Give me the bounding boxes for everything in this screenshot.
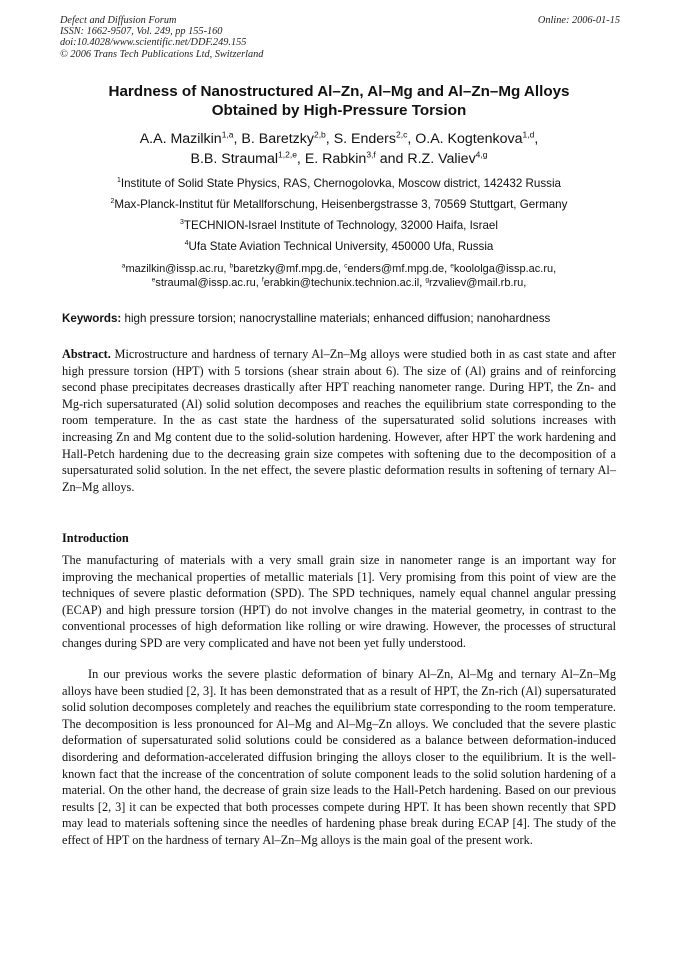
journal-doi[interactable]: doi:10.4028/www.scientific.net/DDF.249.155 (60, 37, 247, 49)
email-link[interactable]: rzvaliev@mail.rb.ru (428, 277, 524, 289)
email-separator: , (553, 263, 557, 275)
email-separator: , (255, 277, 262, 289)
introduction-heading: Introduction (62, 531, 129, 545)
affiliation-marker: 3 (180, 219, 184, 227)
email-separator: , (337, 263, 345, 275)
author: O.A. Kogtenkova (415, 131, 523, 147)
author: B. Baretzky (241, 131, 314, 147)
email-marker: c (344, 262, 348, 270)
author: B.B. Straumal (190, 151, 279, 167)
affiliation-text: Max-Planck-Institut für Metallforschung, Heisenbergstrasse 3, 70569 Stuttgart, Germany (114, 198, 568, 211)
author-affil-marker: 2,c (396, 129, 408, 140)
author-list (30, 129, 648, 169)
email-separator: , (223, 263, 230, 275)
affiliation-1 (30, 177, 648, 191)
email-marker: e (151, 276, 156, 284)
author-affil-marker: 1,2,e (278, 149, 297, 160)
author-separator: and (375, 151, 408, 167)
author: A.A. Mazilkin (139, 131, 222, 147)
affiliation-text: Institute of Solid State Physics, RAS, Chernogolovka, Moscow district, 142432 Russia (120, 177, 561, 190)
keywords-label: Keywords: (62, 312, 122, 325)
paper-title (40, 82, 638, 120)
author-separator: , (296, 151, 305, 167)
author-separator: , (325, 131, 334, 147)
affiliation-3 (30, 219, 648, 233)
author-separator: , (233, 131, 242, 147)
email-link[interactable]: koololga@issp.ac.ru (453, 263, 554, 275)
paper-title-line-2: Obtained by High-Pressure Torsion (211, 102, 467, 119)
introduction-paragraph-1: The manufacturing of materials with a very small grain size in nanometer range is an important way for improving the mechanical properties of metallic materials [1]. Very promising from this point of view are the techniques of severe plastic deformation (SPD). The SPD techniques, namely equal channel angular pressing (ECAP) and high pressure torsion (HPT) do not involve changes in the material geometry, in contrast to the conventional processes of high deformation like rolling or wire drawing. However, the processes of structural changes during SPD are very complicated and have not been yet fully understood. (62, 553, 616, 650)
keywords-text: high pressure torsion; nanocrystalline materials; enhanced diffusion; nanohardness (121, 312, 551, 325)
email-separator: , (523, 277, 527, 289)
email-link[interactable]: enders@mf.mpg.de (347, 263, 445, 275)
email-marker: e (450, 262, 454, 270)
affiliation-4 (30, 240, 648, 254)
author-affil-marker: 1,a (221, 129, 234, 140)
affiliation-marker: 2 (110, 198, 115, 206)
abstract-label: Abstract. (62, 347, 111, 361)
author-separator: , (534, 131, 539, 147)
affiliation-2 (30, 198, 648, 212)
email-link[interactable]: straumal@issp.ac.ru (155, 277, 256, 289)
author: R.Z. Valiev (407, 151, 476, 167)
email-marker: f (261, 276, 264, 284)
author-line-1 (30, 129, 648, 149)
journal-issn: ISSN: 1662-9507, Vol. 249, pp 155-160 (60, 26, 223, 38)
email-marker: b (229, 262, 234, 270)
author-affil-marker: 4,g (475, 149, 488, 160)
email-separator: , (419, 277, 426, 289)
journal-copyright: © 2006 Trans Tech Publications Ltd, Switzerland (60, 48, 264, 60)
introduction-paragraph-2: In our previous works the severe plastic deformation of binary Al–Zn, Al–Mg and ternary Al–Zn–Mg alloys have been studied [2, 3]. It has been demonstrated that as a result of HPT, the Zn-rich (Al) supersaturated solid solution decomposes completely and reaches the equilibrium state corresponding to the room temperature. The decomposition is less pronounced for Al–Mg and Al–Mg–Zn alloys. We concluded that the severe plastic deformation of supersaturated solid solutions could be considered as a balance between deformation-induced disordering and deformation-accelerated diffusion bringing the alloys closer to the equilibrium. It is the well-known fact that the increase of the concentration of solute component leads to the solid solution hardening of a material. On the other hand, the decrease of grain size leads to the Hall-Petch hardening. Based on our previous results [2, 3] it can be expected that both processes compete during HPT. It has been shown recently that SPD may lead to materials softening since the needles of hardening phase break during ECAP [4]. The study of the effect of HPT on the hardness of ternary Al–Zn–Mg alloys is the main goal of the present work. (62, 667, 616, 847)
author-separator: , (407, 131, 416, 147)
author-affil-marker: 3,f (366, 149, 376, 160)
online-date (520, 15, 620, 26)
journal-header (60, 15, 263, 60)
affiliation-marker: 4 (184, 240, 189, 248)
author: E. Rabkin (304, 151, 367, 167)
author-affil-marker: 1,d (522, 129, 535, 140)
journal-name: Defect and Diffusion Forum (60, 15, 177, 26)
email-line-2 (30, 276, 648, 290)
email-link[interactable]: mazilkin@issp.ac.ru (125, 263, 224, 275)
abstract (62, 346, 616, 495)
author-line-2 (30, 149, 648, 169)
email-link[interactable]: baretzky@mf.mpg.de (233, 263, 338, 275)
author-emails (30, 262, 648, 290)
affiliation-text: Ufa State Aviation Technical University, 450000 Ufa, Russia (188, 240, 494, 253)
online-date-text: Online: 2006-01-15 (537, 15, 620, 26)
author-affil-marker: 2,b (313, 129, 326, 140)
paper-title-line-1: Hardness of Nanostructured Al–Zn, Al–Mg and Al–Zn–Mg Alloys (108, 83, 570, 100)
author: S. Enders (333, 131, 396, 147)
keywords (62, 312, 622, 326)
email-separator: , (444, 263, 451, 275)
email-link[interactable]: erabkin@techunix.technion.ac.il (263, 277, 420, 289)
email-line-1 (30, 262, 648, 276)
affiliation-text: TECHNION-Israel Institute of Technology, 32000 Haifa, Israel (183, 219, 498, 232)
affiliation-marker: 1 (116, 177, 121, 185)
email-marker: g (425, 276, 429, 284)
abstract-text: Microstructure and hardness of ternary Al–Zn–Mg alloys were studied both in as cast state and after high pressure torsion (HPT) with 5 torsions (shear strain about 6). The size of (Al) grains and of reinforcing second phase precipitates decreases drastically after HPT reaching nanometer range. During HPT, the Zn- and Mg-rich supersaturated (Al) solid solution decomposes and reaches the equilibrium state corresponding to the room temperature. In the as cast state the hardness of the supersaturated solid solutions increases with increasing Zn and Mg content due to the solid-solution hardening. However, after HPT the work hardening and Hall-Petch hardening due to the decreasing grain size competes with softening due to the decomposition of a supersaturated solid solution. In the net effect, the severe plastic deformation results in softening of ternary Al–Zn–Mg alloys. (62, 347, 616, 494)
email-marker: a (121, 262, 126, 270)
